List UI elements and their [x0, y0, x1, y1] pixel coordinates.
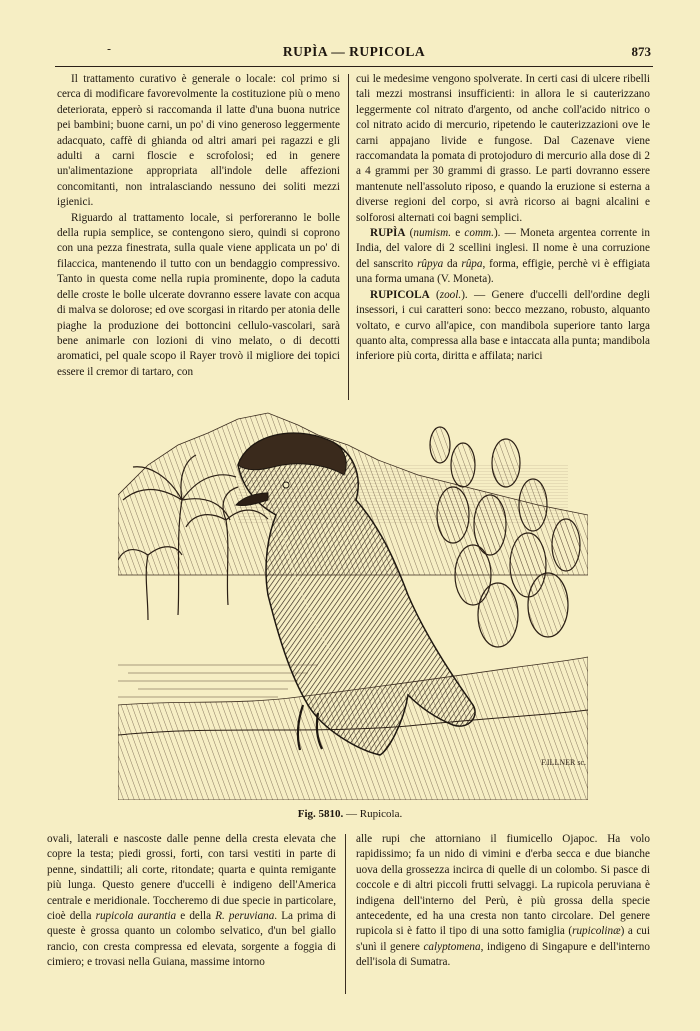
species-r-peruviana: R. peruviana [215, 910, 275, 923]
entry-term-rupia: RUPÌA [370, 227, 406, 240]
running-title: RUPÌA — RUPICOLA [282, 44, 426, 59]
entry-rupia: RUPÌA (numism. e comm.). — Moneta argentea corrente in India, del valore di 2 scellini inglesi. Il nome è una corruzione del sanscrito rûpya da rûpa, forma, effigie, perchè vi è effigiata una forma umana (V. Moneta). [356, 227, 650, 286]
column-rule-top [348, 74, 349, 400]
paragraph-treatment-continued: cui le medesime vengono spolverate. In certi casi di ulcere ribelli tali mezzi mostransi insufficienti: in allora le si cauterizzano leggermente col nitrato d'argento, od anche coll'acido nitrico o col nitrato acido di mercurio, ripetendo le cauterizzazioni ove le carni appajano livide e fungose. Dal Cazenave viene raccomandata la pomata di protojoduro di mercurio alla dose di 2 a 4 grammi per 30 grammi di grasso. Le parti dovranno essere mantenute nell'assoluto riposo, e quando la eruzione si esterna a diverse regioni del corpo, si avrà ricorso ai bagni alcalini e solforosi alternati coi bagni semplici. [356, 73, 650, 224]
paragraph-rupicola-description: ovali, laterali e nascoste dalle penne della cresta elevata che copre la testa; piedi grossi, forti, con tarsi vestiti in parte di penne, sindattili; ali corte, ritondate; quarta e quinta remigante più lunga. Questo genere d'uccelli è indigeno dell'America centrale e meridionale. Toccheremo di due specie in particolare, cioè della rupicola aurantia e della R. peruviana. La prima di queste è grossa quanto un colombo selvatico, d'un bel giallo rancio, con cresta compressa ed elevata, sorgente a foggia di cimiero; e trovasi nella Guiana, massime intorno [47, 833, 337, 969]
column-top-left [57, 72, 340, 380]
figure-caption-text: — Rupicola. [343, 808, 403, 820]
paragraph-rupicola-habits: alle rupi che attorniano il fiumicello Ojapoc. Ha volo rapidissimo; fa un nido di vimini e d'erba secca e due bianche uova della grossezza incirca di quelle di un colombo. Si pasce di coccole e di altri piccoli frutti selvaggi. La rupicola peruviana è indigena dell'interno del Perù, è più grossa della specie antecedente, ed ha una cresta non tanto circolare. Del genere rupicola si è fatto il tipo di una sotto famiglia (rupicolinæ) a cui s'unì il genere calyptomena, indigeno di Singapure e dell'interno dell'isola di Sumatra. [356, 833, 650, 969]
species-rupicola-aurantia: rupicola aurantia [95, 910, 177, 923]
page-number: 873 [631, 44, 651, 59]
column-bottom-left [47, 832, 336, 971]
abbr-numism: numism. [413, 227, 451, 240]
figure-caption [0, 808, 700, 820]
sanskrit-word-rupya: rûpya [417, 257, 444, 270]
header-dash: - [107, 42, 112, 56]
abbr-comm: comm. [464, 227, 494, 240]
figure-number: Fig. 5810. [297, 808, 344, 820]
column-top-right [356, 72, 650, 365]
column-rule-bottom [345, 834, 346, 994]
entry-rupicola: RUPICOLA (zool.). — Genere d'uccelli dell'ordine degli insessori, i cui caratteri sono: becco mezzano, robusto, alquanto voltato, e curvo all'apice, con mandibola superiore tanto larga quanto alta, compressa alla base e intaccata alla punta; mandibola inferiore più corta, diritta e affilata; narici [356, 288, 650, 363]
rupicola-engraving [118, 405, 588, 800]
paragraph-treatment-general: Il trattamento curativo è generale o locale: col primo si cerca di modificare favorevolmente la costituzione più o meno deteriorata, epperò si raccomanda il latte d'una buona nutrice pei bambini; buone carni, un po' di vino generoso leggermente adacquato, caffè di ghianda od altri amari pei ragazzi e gli adulti a carni floscie e scrofolosi; ed in genere un'alimentazione appropriata all'indole delle affezioni concomitanti, non intralasciando nessuno dei soliti mezzi igienici. [57, 73, 340, 209]
page-header [55, 40, 653, 67]
abbr-zool: zool. [439, 288, 462, 301]
sanskrit-word-rupa: rûpa [461, 257, 483, 270]
genus-calyptomena: calyptomena [423, 940, 481, 953]
entry-term-rupicola: RUPICOLA [370, 288, 430, 301]
subfamily-rupicolinae: rupicolinæ [572, 925, 621, 938]
paragraph-treatment-local: Riguardo al trattamento locale, si perforeranno le bolle della rupia semplice, se contengono siero, quindi si coprono con una pezza finestrata, sulla quale viene applicata un po' di filaccica, mantenendo il tutto con un bendaggio compressivo. Tanto in questa come nella rupia prominente, dopo la caduta delle croste le bolle ulcerate dovranno essere lavate con acqua di malva se dolorose; ed ove scorgasi in ritardo per atonia delle piaghe la produzione dei bottoncini cellulo-vascolari, sarà bene animarle con lozioni di vino melato, o di decotti aromatici, pel quale scopo il Rayer trovò il migliore dei topici essere il cremor di tartaro, con [57, 211, 340, 378]
engraver-signature: F.ILLNER sc. [541, 758, 586, 767]
column-bottom-right [356, 832, 650, 971]
